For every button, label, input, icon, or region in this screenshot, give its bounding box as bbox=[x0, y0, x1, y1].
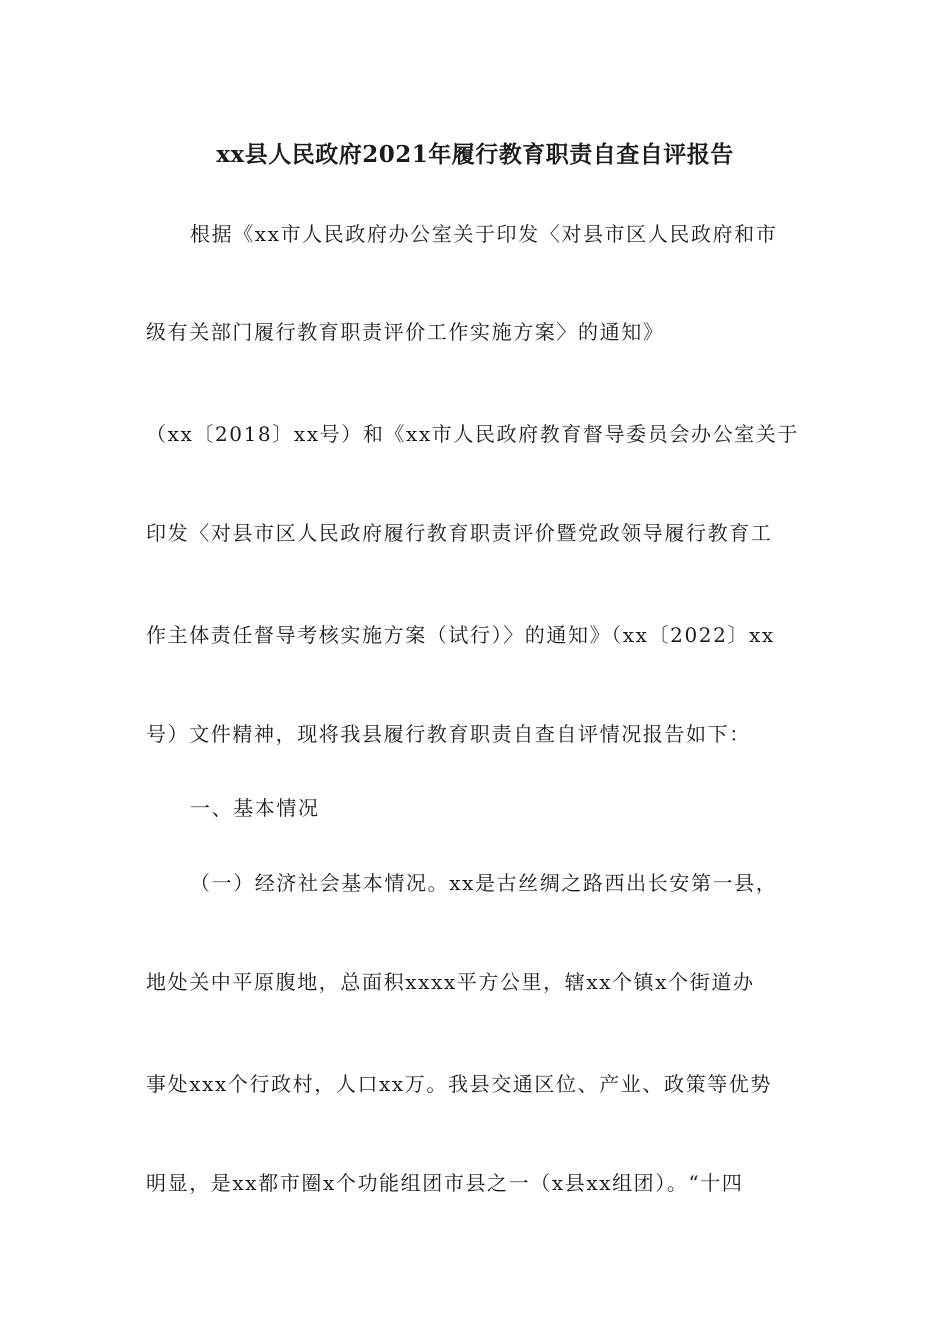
body-line: 级有关部门履行教育职责评价工作实施方案〉的通知》 bbox=[146, 320, 665, 344]
body-line: 明显，是xx都市圈x个功能组团市县之一（x县xx组团）。“十四 bbox=[146, 1171, 744, 1195]
body-line: （xx〔2018〕xx号）和《xx市人民政府教育督导委员会办公室关于 bbox=[146, 422, 799, 446]
body-line: 印发〈对县市区人民政府履行教育职责评价暨党政领导履行教育工 bbox=[146, 521, 773, 545]
body-line: 根据《xx市人民政府办公室关于印发〈对县市区人民政府和市 bbox=[190, 222, 778, 246]
body-line: 地处关中平原腹地，总面积xxxx平方公里，辖xx个镇x个街道办 bbox=[146, 970, 755, 994]
body-line: 号）文件精神，现将我县履行教育职责自查自评情况报告如下： bbox=[146, 722, 751, 746]
body-line: （一）经济社会基本情况。xx是古丝绸之路西出长安第一县， bbox=[190, 871, 778, 895]
section-heading: 一、基本情况 bbox=[190, 796, 320, 820]
body-line: 事处xxx个行政村，人口xx万。我县交通区位、产业、政策等优势 bbox=[146, 1072, 772, 1096]
document-title: xx县人民政府2021年履行教育职责自查自评报告 bbox=[216, 141, 734, 168]
body-line: 作主体责任督导考核实施方案（试行）〉的通知》（xx〔2022〕xx bbox=[146, 623, 775, 647]
